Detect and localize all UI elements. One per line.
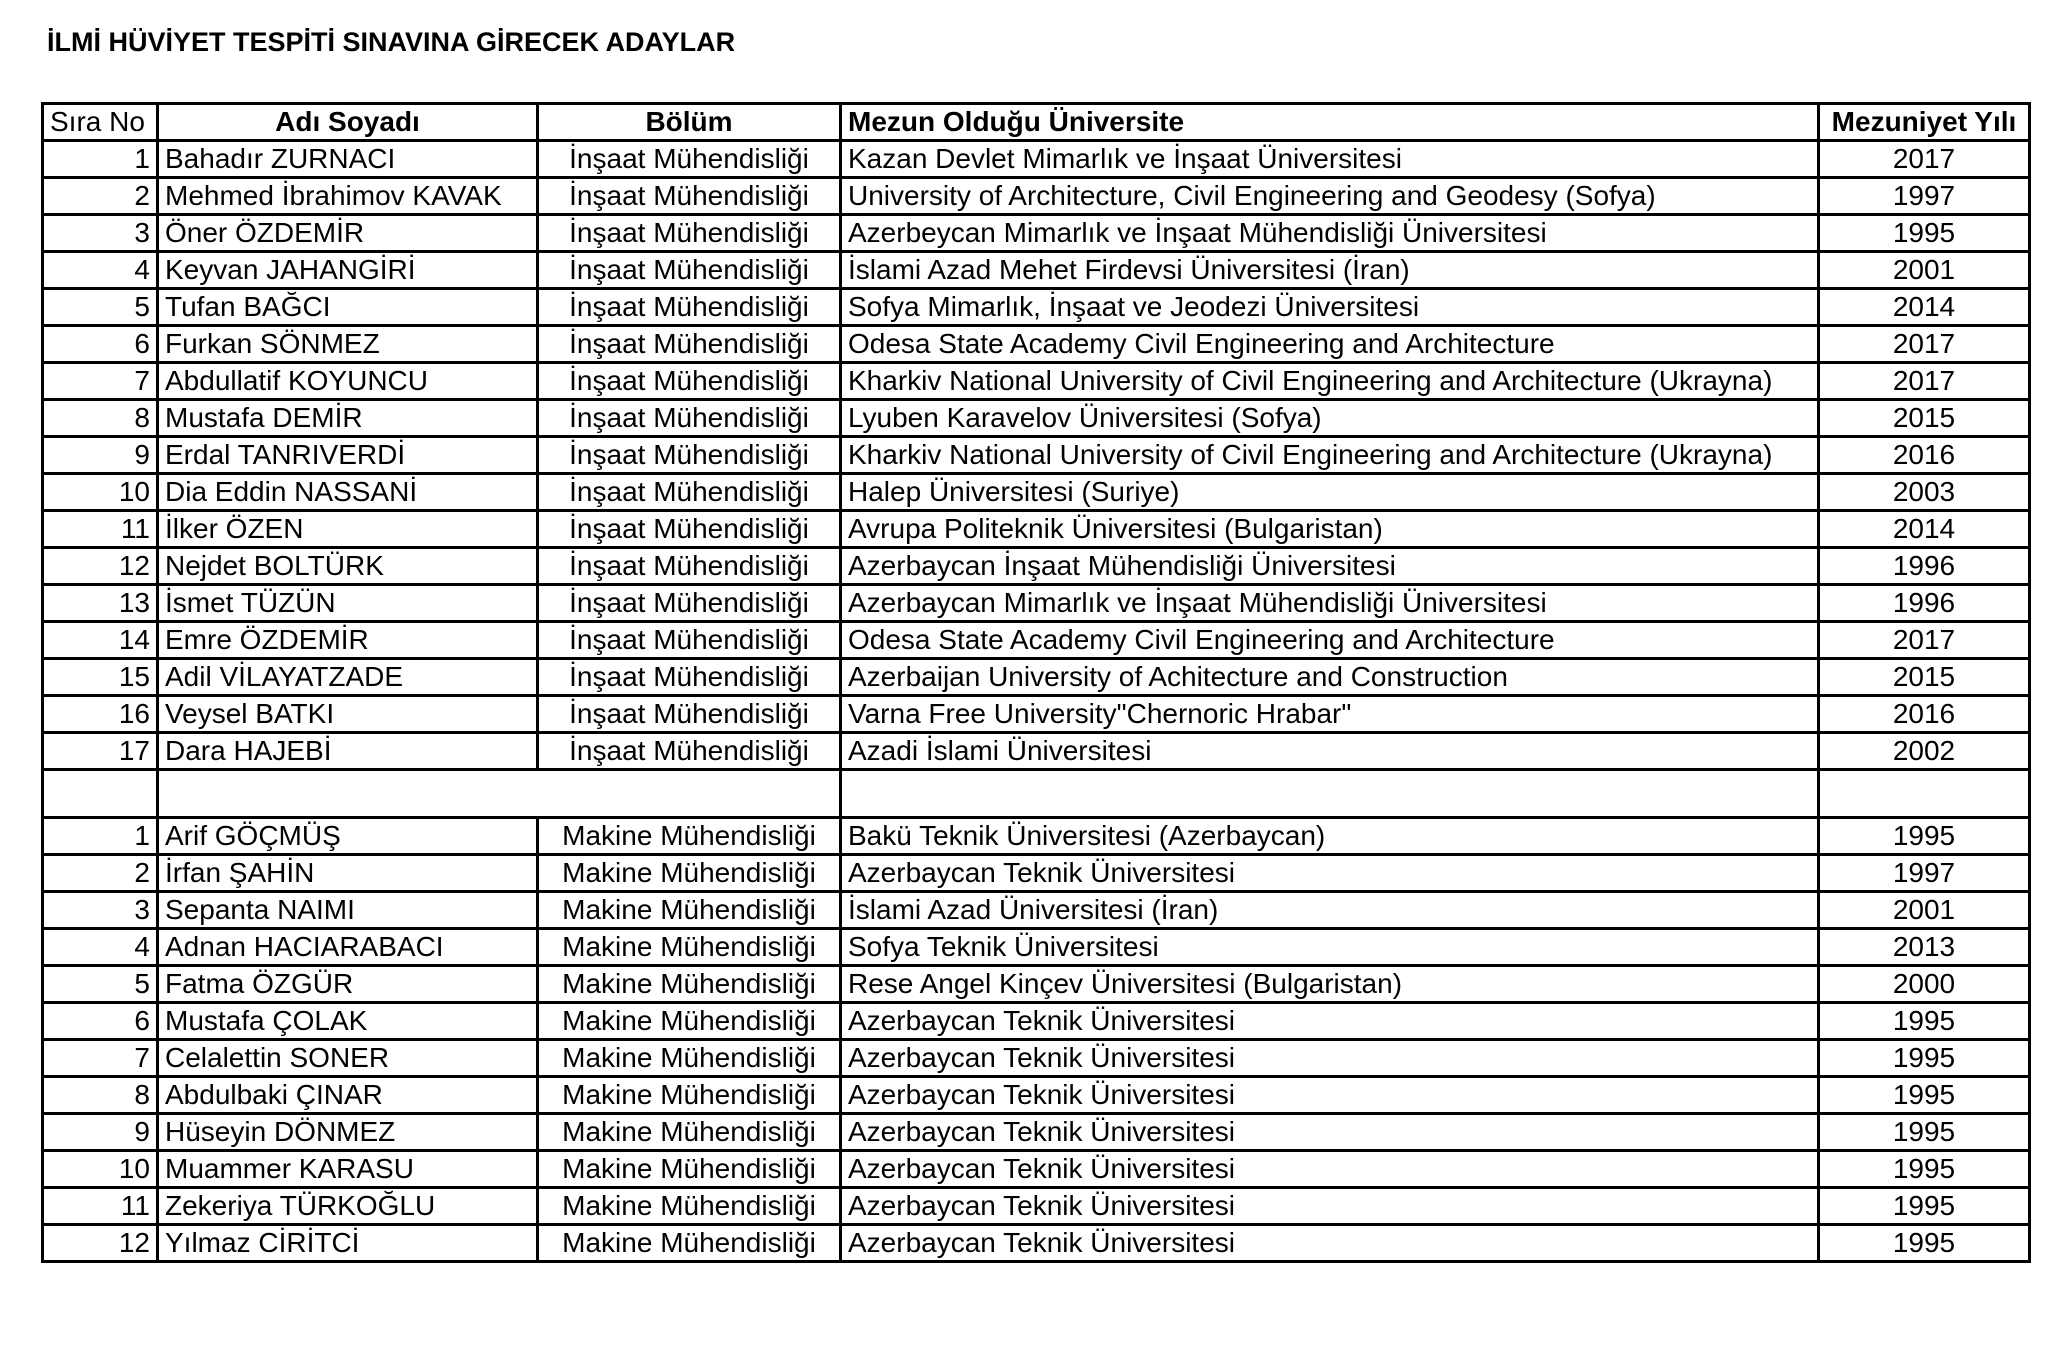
cell-graduation-year: 2014 xyxy=(1819,289,2030,326)
table-row xyxy=(43,400,2030,437)
group-separator xyxy=(43,770,2030,818)
cell-sira-no: 2 xyxy=(43,855,158,892)
cell-university: Kharkiv National University of Civil Engineering and Architecture (Ukrayna) xyxy=(841,363,1819,400)
cell-name: Nejdet BOLTÜRK xyxy=(158,548,538,585)
cell-name: Bahadır ZURNACI xyxy=(158,141,538,178)
cell-university: Odesa State Academy Civil Engineering and Architecture xyxy=(841,326,1819,363)
cell-name: Veysel BATKI xyxy=(158,696,538,733)
spacer-cell xyxy=(158,770,841,818)
table-row xyxy=(43,659,2030,696)
cell-department: İnşaat Mühendisliği xyxy=(538,437,841,474)
table-row xyxy=(43,1225,2030,1262)
cell-graduation-year: 1996 xyxy=(1819,585,2030,622)
cell-sira-no: 7 xyxy=(43,363,158,400)
table-row xyxy=(43,818,2030,855)
cell-university: Azerbaijan University of Achitecture and Construction xyxy=(841,659,1819,696)
table-row xyxy=(43,855,2030,892)
cell-sira-no: 12 xyxy=(43,548,158,585)
spacer-cell xyxy=(1819,770,2030,818)
header-department: Bölüm xyxy=(538,104,841,141)
cell-university: İslami Azad Mehet Firdevsi Üniversitesi (İran) xyxy=(841,252,1819,289)
cell-name: Hüseyin DÖNMEZ xyxy=(158,1114,538,1151)
table-row xyxy=(43,1077,2030,1114)
cell-sira-no: 4 xyxy=(43,252,158,289)
cell-sira-no: 11 xyxy=(43,511,158,548)
spacer-row xyxy=(43,770,2030,818)
cell-graduation-year: 2013 xyxy=(1819,929,2030,966)
cell-sira-no: 1 xyxy=(43,141,158,178)
cell-graduation-year: 1996 xyxy=(1819,548,2030,585)
header-sira-no: Sıra No xyxy=(43,104,158,141)
cell-university: Azerbeycan Mimarlık ve İnşaat Mühendisliği Üniversitesi xyxy=(841,215,1819,252)
cell-sira-no: 9 xyxy=(43,437,158,474)
header-university: Mezun Olduğu Üniversite xyxy=(841,104,1819,141)
cell-graduation-year: 2016 xyxy=(1819,437,2030,474)
cell-sira-no: 9 xyxy=(43,1114,158,1151)
cell-graduation-year: 2001 xyxy=(1819,892,2030,929)
cell-university: Odesa State Academy Civil Engineering and Architecture xyxy=(841,622,1819,659)
table-row xyxy=(43,215,2030,252)
cell-graduation-year: 1995 xyxy=(1819,215,2030,252)
table-row xyxy=(43,696,2030,733)
cell-university: Avrupa Politeknik Üniversitesi (Bulgaristan) xyxy=(841,511,1819,548)
cell-graduation-year: 2001 xyxy=(1819,252,2030,289)
cell-sira-no: 14 xyxy=(43,622,158,659)
cell-sira-no: 3 xyxy=(43,892,158,929)
cell-department: Makine Mühendisliği xyxy=(538,1188,841,1225)
cell-graduation-year: 2015 xyxy=(1819,400,2030,437)
cell-name: Adil VİLAYATZADE xyxy=(158,659,538,696)
cell-graduation-year: 2003 xyxy=(1819,474,2030,511)
cell-graduation-year: 1995 xyxy=(1819,818,2030,855)
cell-department: İnşaat Mühendisliği xyxy=(538,400,841,437)
cell-department: Makine Mühendisliği xyxy=(538,929,841,966)
cell-department: Makine Mühendisliği xyxy=(538,818,841,855)
cell-department: Makine Mühendisliği xyxy=(538,892,841,929)
cell-graduation-year: 2002 xyxy=(1819,733,2030,770)
cell-department: İnşaat Mühendisliği xyxy=(538,289,841,326)
table-row xyxy=(43,326,2030,363)
cell-university: Lyuben Karavelov Üniversitesi (Sofya) xyxy=(841,400,1819,437)
cell-university: Azerbaycan İnşaat Mühendisliği Üniversitesi xyxy=(841,548,1819,585)
cell-department: İnşaat Mühendisliği xyxy=(538,178,841,215)
table-row xyxy=(43,966,2030,1003)
cell-department: İnşaat Mühendisliği xyxy=(538,548,841,585)
cell-name: Mustafa DEMİR xyxy=(158,400,538,437)
table-row xyxy=(43,252,2030,289)
cell-graduation-year: 2000 xyxy=(1819,966,2030,1003)
cell-university: Azerbaycan Teknik Üniversitesi xyxy=(841,1040,1819,1077)
cell-university: Sofya Teknik Üniversitesi xyxy=(841,929,1819,966)
cell-name: Keyvan JAHANGİRİ xyxy=(158,252,538,289)
cell-name: Emre ÖZDEMİR xyxy=(158,622,538,659)
cell-university: Azerbaycan Teknik Üniversitesi xyxy=(841,1003,1819,1040)
cell-name: Celalettin SONER xyxy=(158,1040,538,1077)
candidate-table xyxy=(41,102,2031,1263)
table-row xyxy=(43,289,2030,326)
cell-department: Makine Mühendisliği xyxy=(538,855,841,892)
table-row xyxy=(43,363,2030,400)
table-row xyxy=(43,1188,2030,1225)
table-row xyxy=(43,474,2030,511)
cell-department: İnşaat Mühendisliği xyxy=(538,622,841,659)
spacer-cell xyxy=(841,770,1819,818)
cell-university: Varna Free University"Chernoric Hrabar" xyxy=(841,696,1819,733)
cell-sira-no: 3 xyxy=(43,215,158,252)
cell-sira-no: 15 xyxy=(43,659,158,696)
cell-graduation-year: 2016 xyxy=(1819,696,2030,733)
cell-graduation-year: 1995 xyxy=(1819,1077,2030,1114)
cell-sira-no: 12 xyxy=(43,1225,158,1262)
table-row xyxy=(43,929,2030,966)
header-name: Adı Soyadı xyxy=(158,104,538,141)
cell-university: Kharkiv National University of Civil Engineering and Architecture (Ukrayna) xyxy=(841,437,1819,474)
table-row xyxy=(43,141,2030,178)
cell-name: Mustafa ÇOLAK xyxy=(158,1003,538,1040)
cell-department: İnşaat Mühendisliği xyxy=(538,474,841,511)
table-row xyxy=(43,585,2030,622)
cell-department: İnşaat Mühendisliği xyxy=(538,696,841,733)
cell-university: University of Architecture, Civil Engineering and Geodesy (Sofya) xyxy=(841,178,1819,215)
cell-sira-no: 1 xyxy=(43,818,158,855)
cell-department: İnşaat Mühendisliği xyxy=(538,215,841,252)
table-row xyxy=(43,437,2030,474)
spacer-cell xyxy=(43,770,158,818)
table-row xyxy=(43,733,2030,770)
cell-name: Zekeriya TÜRKOĞLU xyxy=(158,1188,538,1225)
table-row xyxy=(43,548,2030,585)
table-header-row xyxy=(43,104,2030,141)
cell-graduation-year: 2015 xyxy=(1819,659,2030,696)
header-graduation-year: Mezuniyet Yılı xyxy=(1819,104,2030,141)
cell-sira-no: 11 xyxy=(43,1188,158,1225)
civil-engineering-group xyxy=(43,141,2030,770)
cell-sira-no: 8 xyxy=(43,1077,158,1114)
cell-university: Azerbaycan Teknik Üniversitesi xyxy=(841,1077,1819,1114)
cell-name: Fatma ÖZGÜR xyxy=(158,966,538,1003)
cell-sira-no: 16 xyxy=(43,696,158,733)
document-title: İLMİ HÜVİYET TESPİTİ SINAVINA GİRECEK ADAYLAR xyxy=(47,27,736,57)
cell-university: Azerbaycan Teknik Üniversitesi xyxy=(841,1114,1819,1151)
cell-sira-no: 17 xyxy=(43,733,158,770)
cell-university: Kazan Devlet Mimarlık ve İnşaat Üniversitesi xyxy=(841,141,1819,178)
cell-graduation-year: 1997 xyxy=(1819,855,2030,892)
table-row xyxy=(43,1151,2030,1188)
cell-graduation-year: 1995 xyxy=(1819,1003,2030,1040)
cell-graduation-year: 2017 xyxy=(1819,141,2030,178)
cell-graduation-year: 2017 xyxy=(1819,326,2030,363)
cell-sira-no: 13 xyxy=(43,585,158,622)
cell-sira-no: 6 xyxy=(43,1003,158,1040)
cell-department: İnşaat Mühendisliği xyxy=(538,141,841,178)
cell-department: İnşaat Mühendisliği xyxy=(538,511,841,548)
cell-name: Adnan HACIARABACI xyxy=(158,929,538,966)
cell-name: Yılmaz CİRİTCİ xyxy=(158,1225,538,1262)
cell-graduation-year: 1995 xyxy=(1819,1188,2030,1225)
cell-sira-no: 5 xyxy=(43,289,158,326)
cell-sira-no: 7 xyxy=(43,1040,158,1077)
table-row xyxy=(43,511,2030,548)
cell-university: İslami Azad Üniversitesi (İran) xyxy=(841,892,1819,929)
table-row xyxy=(43,1040,2030,1077)
cell-department: İnşaat Mühendisliği xyxy=(538,326,841,363)
table-row xyxy=(43,892,2030,929)
cell-department: İnşaat Mühendisliği xyxy=(538,252,841,289)
cell-sira-no: 4 xyxy=(43,929,158,966)
cell-department: Makine Mühendisliği xyxy=(538,1003,841,1040)
cell-name: İlker ÖZEN xyxy=(158,511,538,548)
cell-university: Halep Üniversitesi (Suriye) xyxy=(841,474,1819,511)
cell-name: Erdal TANRIVERDİ xyxy=(158,437,538,474)
cell-name: Öner ÖZDEMİR xyxy=(158,215,538,252)
cell-sira-no: 2 xyxy=(43,178,158,215)
cell-graduation-year: 1997 xyxy=(1819,178,2030,215)
cell-department: Makine Mühendisliği xyxy=(538,1077,841,1114)
cell-graduation-year: 1995 xyxy=(1819,1040,2030,1077)
cell-university: Bakü Teknik Üniversitesi (Azerbaycan) xyxy=(841,818,1819,855)
cell-university: Rese Angel Kinçev Üniversitesi (Bulgaristan) xyxy=(841,966,1819,1003)
cell-department: İnşaat Mühendisliği xyxy=(538,659,841,696)
cell-university: Azerbaycan Teknik Üniversitesi xyxy=(841,1188,1819,1225)
cell-graduation-year: 1995 xyxy=(1819,1114,2030,1151)
cell-graduation-year: 1995 xyxy=(1819,1151,2030,1188)
cell-department: Makine Mühendisliği xyxy=(538,1040,841,1077)
cell-sira-no: 5 xyxy=(43,966,158,1003)
cell-university: Sofya Mimarlık, İnşaat ve Jeodezi Üniversitesi xyxy=(841,289,1819,326)
table-row xyxy=(43,1114,2030,1151)
cell-university: Azerbaycan Teknik Üniversitesi xyxy=(841,1151,1819,1188)
table-row xyxy=(43,178,2030,215)
cell-name: Abdulbaki ÇINAR xyxy=(158,1077,538,1114)
cell-graduation-year: 2014 xyxy=(1819,511,2030,548)
cell-department: İnşaat Mühendisliği xyxy=(538,733,841,770)
cell-university: Azadi İslami Üniversitesi xyxy=(841,733,1819,770)
cell-name: Mehmed İbrahimov KAVAK xyxy=(158,178,538,215)
cell-sira-no: 10 xyxy=(43,1151,158,1188)
cell-name: Dara HAJEBİ xyxy=(158,733,538,770)
cell-name: Dia Eddin NASSANİ xyxy=(158,474,538,511)
cell-name: Abdullatif KOYUNCU xyxy=(158,363,538,400)
table-row xyxy=(43,1003,2030,1040)
cell-sira-no: 8 xyxy=(43,400,158,437)
cell-department: Makine Mühendisliği xyxy=(538,1114,841,1151)
table-row xyxy=(43,622,2030,659)
mechanical-engineering-group xyxy=(43,818,2030,1262)
cell-department: Makine Mühendisliği xyxy=(538,966,841,1003)
cell-name: Furkan SÖNMEZ xyxy=(158,326,538,363)
cell-department: Makine Mühendisliği xyxy=(538,1225,841,1262)
cell-name: İsmet TÜZÜN xyxy=(158,585,538,622)
cell-sira-no: 10 xyxy=(43,474,158,511)
cell-university: Azerbaycan Teknik Üniversitesi xyxy=(841,855,1819,892)
cell-department: İnşaat Mühendisliği xyxy=(538,585,841,622)
cell-university: Azerbaycan Teknik Üniversitesi xyxy=(841,1225,1819,1262)
cell-name: Tufan BAĞCI xyxy=(158,289,538,326)
cell-department: İnşaat Mühendisliği xyxy=(538,363,841,400)
cell-name: Muammer KARASU xyxy=(158,1151,538,1188)
cell-university: Azerbaycan Mimarlık ve İnşaat Mühendisliği Üniversitesi xyxy=(841,585,1819,622)
cell-name: Sepanta NAIMI xyxy=(158,892,538,929)
cell-department: Makine Mühendisliği xyxy=(538,1151,841,1188)
cell-graduation-year: 2017 xyxy=(1819,363,2030,400)
cell-graduation-year: 2017 xyxy=(1819,622,2030,659)
cell-sira-no: 6 xyxy=(43,326,158,363)
cell-name: İrfan ŞAHİN xyxy=(158,855,538,892)
cell-name: Arif GÖÇMÜŞ xyxy=(158,818,538,855)
cell-graduation-year: 1995 xyxy=(1819,1225,2030,1262)
